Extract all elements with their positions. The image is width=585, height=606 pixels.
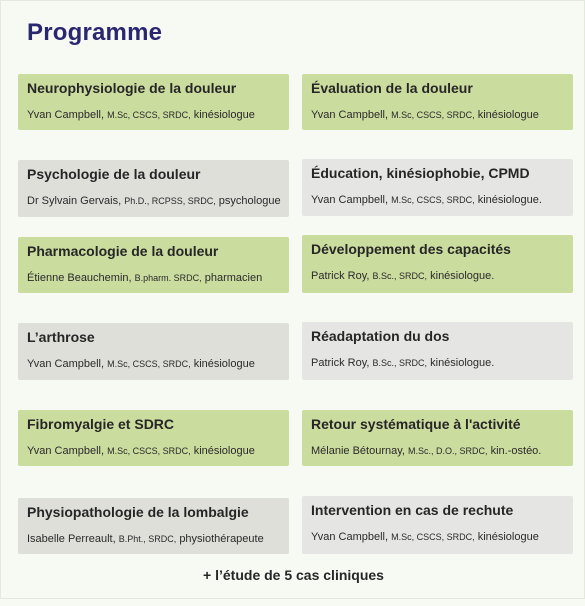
module-title: Réadaptation du dos [311, 328, 450, 344]
module-instructor: Patrick Roy, B.Sc., SRDC, kinésiologue. [311, 357, 495, 369]
module-title: L’arthrose [27, 329, 95, 345]
module-title: Pharmacologie de la douleur [27, 243, 219, 259]
module-title: Développement des capacités [311, 241, 511, 257]
page-title: Programme [27, 19, 163, 46]
module-card [302, 74, 573, 130]
module-instructor: Yvan Campbell, M.Sc, CSCS, SRDC, kinésiologue [27, 445, 255, 457]
module-title: Physiopathologie de la lombalgie [27, 504, 249, 520]
module-instructor: Yvan Campbell, M.Sc, CSCS, SRDC, kinésiologue [311, 531, 539, 543]
module-instructor: Étienne Beauchemin, B.pharm. SRDC, pharmacien [27, 272, 263, 284]
module-card [302, 496, 573, 554]
module-card [18, 74, 289, 130]
module-instructor: Yvan Campbell, M.Sc, CSCS, SRDC, kinésiologue. [311, 194, 542, 206]
footer-note: + l’étude de 5 cas cliniques [203, 567, 384, 583]
module-title: Neurophysiologie de la douleur [27, 80, 237, 96]
module-title: Intervention en cas de rechute [311, 502, 514, 518]
module-instructor: Yvan Campbell, M.Sc, CSCS, SRDC, kinésiologue [27, 358, 255, 370]
module-instructor: Mélanie Bétournay, M.Sc., D.O., SRDC, kin.-ostéo. [311, 445, 542, 457]
module-card [18, 410, 289, 466]
module-card [302, 235, 573, 293]
module-card [18, 498, 289, 554]
module-instructor: Patrick Roy, B.Sc., SRDC, kinésiologue. [311, 270, 495, 282]
module-card [302, 322, 573, 380]
module-instructor: Dr Sylvain Gervais, Ph.D., RCPSS, SRDC, psychologue [27, 195, 281, 207]
module-title: Psychologie de la douleur [27, 166, 201, 182]
module-instructor: Yvan Campbell, M.Sc, CSCS, SRDC, kinésiologue [311, 109, 539, 121]
module-instructor: Yvan Campbell, M.Sc, CSCS, SRDC, kinésiologue [27, 109, 255, 121]
module-card [18, 237, 289, 293]
module-title: Éducation, kinésiophobie, CPMD [311, 165, 530, 181]
module-card [302, 159, 573, 216]
module-instructor: Isabelle Perreault, B.Pht., SRDC, physiothérapeute [27, 533, 264, 545]
module-title: Retour systématique à l'activité [311, 416, 521, 432]
module-card [302, 410, 573, 466]
module-card [18, 160, 289, 217]
module-title: Évaluation de la douleur [311, 80, 473, 96]
module-card [18, 323, 289, 380]
module-title: Fibromyalgie et SDRC [27, 416, 175, 432]
